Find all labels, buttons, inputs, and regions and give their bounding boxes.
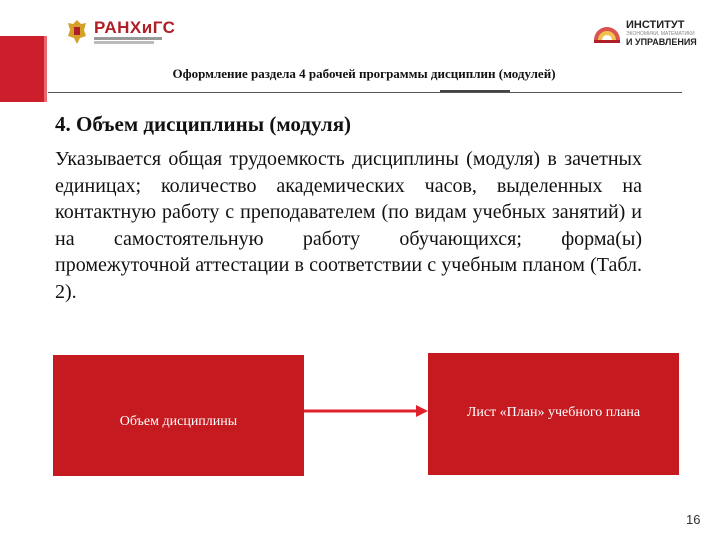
discipline-volume-box [53,355,304,476]
eagle-emblem-icon [66,18,88,46]
page-number: 16 [686,512,701,527]
accent-bar [0,36,44,102]
ranepa-logo-subtitle [94,36,164,45]
header-divider [48,92,682,93]
section-heading: 4. Объем дисциплины (модуля) [55,112,352,136]
ranepa-logo-name: РАНХиГС [94,18,176,37]
institute-logo-line1: ИНСТИТУТ [626,19,685,31]
institute-logo [592,18,697,48]
slide-header-title: Оформление раздела 4 рабочей программы дисциплин (модулей) [172,66,556,81]
section-body: Указывается общая трудоемкость дисциплины (модуля) в зачетных единицах; количество академических часов, выделенных на контактную работу с преподавателем (по видам учебных занятий) и на самостоятельную работу обучающихся; форма(ы) промежуточной аттестации в соответствии с учебным планом (Табл. 2). [55,148,642,303]
arrow-right-icon [304,404,428,418]
header-divider-accent [440,90,510,92]
discipline-volume-label: Объем дисциплины [119,413,238,429]
accent-line [44,36,47,102]
institute-emblem-icon [592,18,622,48]
curriculum-plan-box [428,353,679,475]
institute-logo-line3: И УПРАВЛЕНИЯ [626,37,697,47]
ranepa-logo [66,18,175,46]
curriculum-plan-label: Лист «План» учебного плана [466,405,641,420]
institute-logo-line2: ЭКОНОМИКИ, МАТЕМАТИКИ [626,31,695,37]
